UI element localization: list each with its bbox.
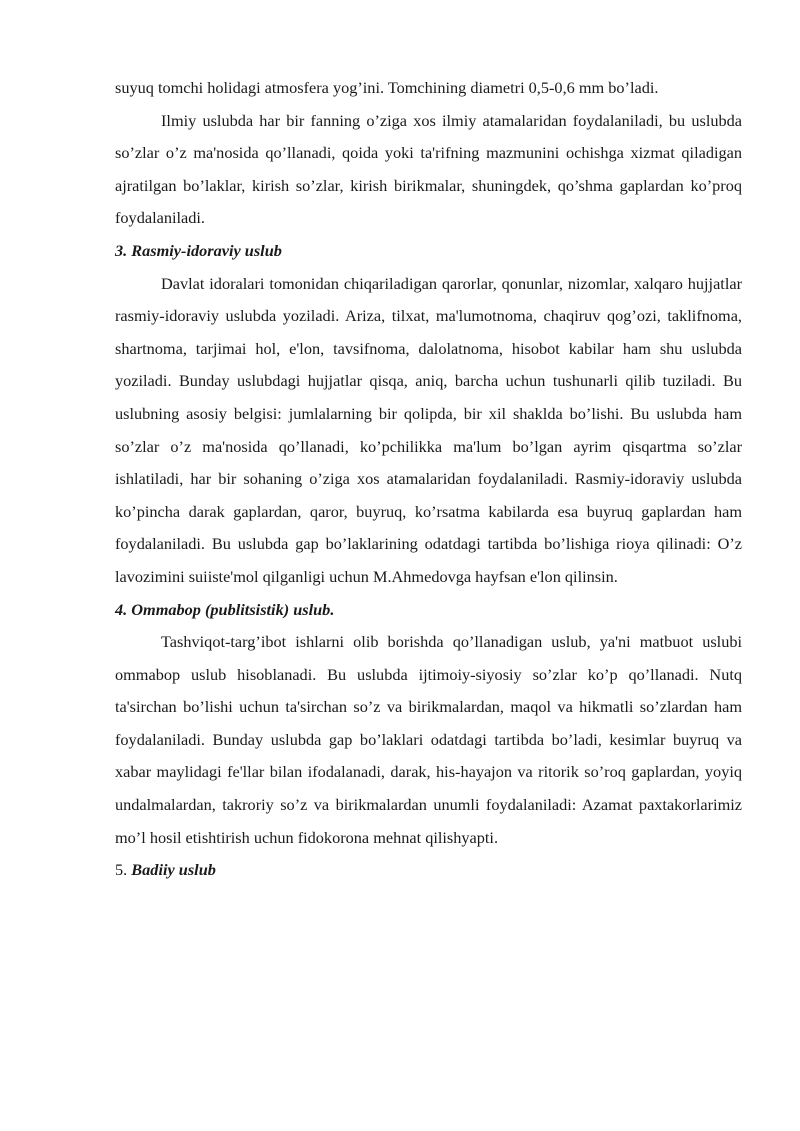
paragraph-official-style: Davlat idoralari tomonidan chiqariladigan qarorlar, qonunlar, nizomlar, xalqaro hujjatlar rasmiy-idoraviy uslubda yoziladi. Ariza, tilxat, ma'lumotnoma, chaqiruv qog’ozi, taklifnoma, shartnoma, tarjimai hol, e'lon, tavsifnoma, dalolatnoma, hisobot kabilar ham shu uslubda yoziladi. Bunday uslubdagi hujjatlar qisqa, aniq, barcha uchun tushunarli qilib tuziladi. Bu uslubning asosiy belgisi: jumlalarning bir qolipda, bir xil shaklda bo’lishi. Bu uslubda ham so’zlar o’z ma'nosida qo’llanadi, ko’pchilikka ma'lum bo’lgan ayrim qisqartma so’zlar ishlatiladi, har bir sohaning o’ziga xos atamalaridan foydalaniladi. Rasmiy-idoraviy uslubda ko’pincha darak gaplardan, qaror, buyruq, ko’rsatma kabilarda esa buyruq gaplardan ham foydalaniladi. Bu uslubda gap bo’laklarining odatdagi tartibda bo’lishiga rioya qilinadi: O’z lavozimini suiiste'mol qilganligi uchun M.Ahmedovga hayfsan e'lon qilinsin. bbox=[115, 273, 742, 586]
section-heading-publicistic-style: 4. Ommabop (publitsistik) uslub. bbox=[115, 599, 335, 619]
paragraph-continuation: suyuq tomchi holidagi atmosfera yog’ini. Tomchining diametri 0,5-0,6 mm bo’ladi. bbox=[115, 78, 659, 97]
paragraph-scientific-style: Ilmiy uslubda har bir fanning o’ziga xos ilmiy atamalaridan foydalaniladi, bu uslubda so’zlar o’z ma'nosida qo’llanadi, qoida yoki ta'rifning mazmunini ochishga xizmat qiladigan ajratilgan bo’laklar, kirish so’zlar, kirish birikmalar, shuningdek, qo’shma gaplardan ko’proq foydalaniladi. bbox=[115, 110, 742, 228]
paragraph-publicistic-style: Tashviqot-targ’ibot ishlarni olib borishda qo’llanadigan uslub, ya'ni matbuot uslubi ommabop uslub hisoblanadi. Bu uslubda ijtimoiy-siyosiy so’zlar ko’p qo’llanadi. Nutq ta'sirchan bo’lishi uchun ta'sirchan so’z va birikmalardan, maqol va hikmatli so’zlardan ham foydalaniladi. Bunday uslubda gap bo’laklari odatdagi tartibda bo’ladi, kesimlar buyruq va xabar maylidagi fe'llar bilan ifodalanadi, darak, his-hayajon va ritorik so’roq gaplardan, yoyiq undalmalardan, takroriy so’z va birikmalardan unumli foydalaniladi: Azamat paxtakorlarimiz mo’l hosil etishtirish uchun fidokorona mehnat qilishyapti. bbox=[115, 632, 742, 847]
section-title: Badiiy uslub bbox=[131, 860, 216, 880]
document-page bbox=[115, 72, 742, 887]
section-number: 5. bbox=[115, 860, 128, 880]
section-heading-official-style: 3. Rasmiy-idoraviy uslub bbox=[115, 240, 282, 260]
section-heading-artistic-style bbox=[115, 854, 742, 887]
